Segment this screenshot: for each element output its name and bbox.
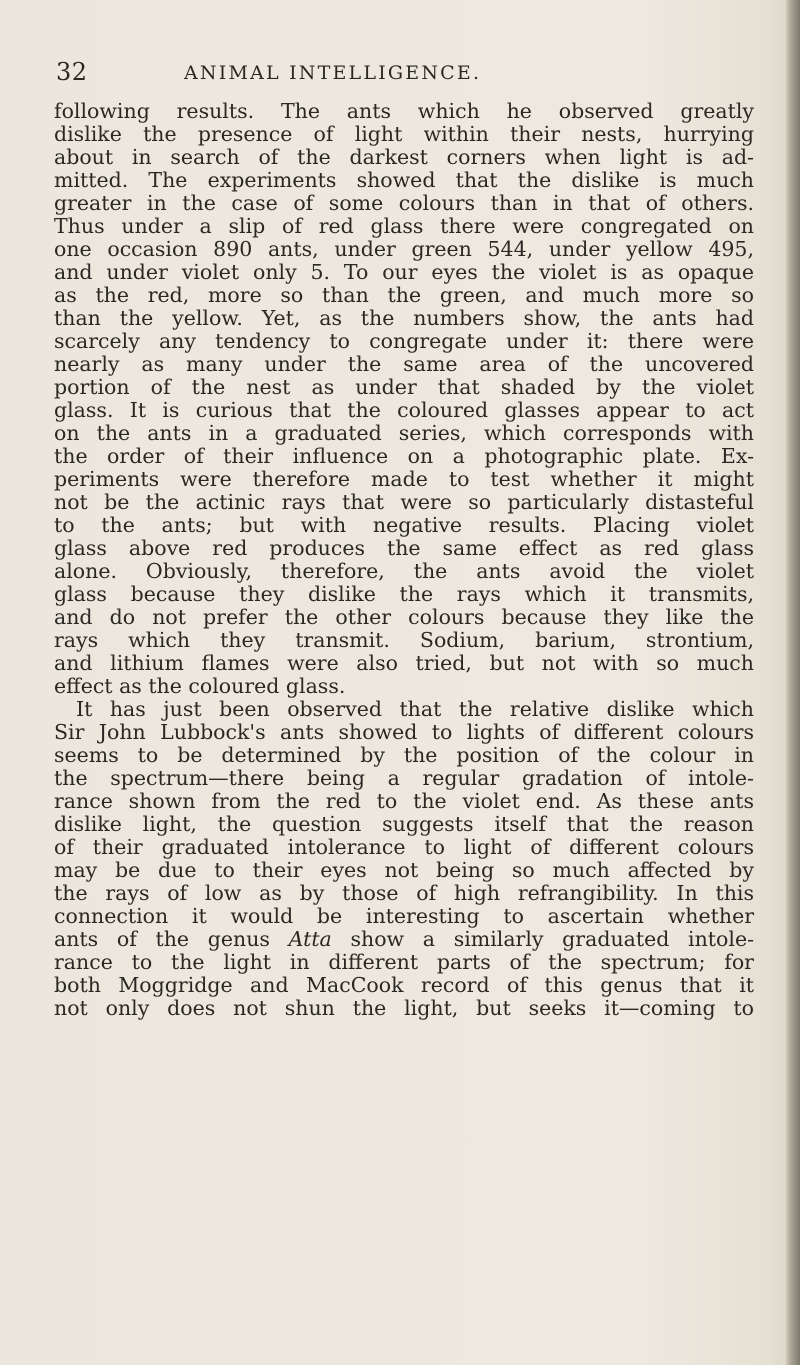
text-line: mitted. The experiments showed that the dislike is much (54, 168, 754, 192)
text-line: Thus under a slip of red glass there were congregated on (54, 214, 754, 238)
text-segment: ants of the genus (54, 927, 289, 951)
text-line: both Moggridge and MacCook record of this genus that it (54, 973, 754, 997)
text-line: the spectrum—there being a regular gradation of intole- (54, 766, 754, 790)
running-head: ANIMAL INTELLIGENCE. (184, 62, 482, 84)
text-line: and do not prefer the other colours because they like the (54, 605, 754, 629)
text-line: glass above red produces the same effect as red glass (54, 536, 754, 560)
text-line: glass. It is curious that the coloured glasses appear to act (54, 398, 754, 422)
text-line: may be due to their eyes not being so much affected by (54, 858, 754, 882)
text-line: connection it would be interesting to ascertain whether (54, 904, 754, 928)
text-line: not be the actinic rays that were so particularly distasteful (54, 490, 754, 514)
text-line: glass because they dislike the rays which it transmits, (54, 582, 754, 606)
text-line: and lithium flames were also tried, but not with so much (54, 651, 754, 675)
text-segment: show a similarly graduated intole- (331, 927, 755, 951)
text-line: dislike the presence of light within their nests, hurrying (54, 122, 754, 146)
text-line: and under violet only 5. To our eyes the violet is as opaque (54, 260, 754, 284)
text-line: as the red, more so than the green, and much more so (54, 283, 754, 307)
text-line: the order of their influence on a photographic plate. Ex- (54, 444, 754, 468)
text-line: of their graduated intolerance to light of different colours (54, 835, 754, 859)
page-header (56, 58, 756, 92)
text-line: seems to be determined by the position of the colour in (54, 743, 754, 767)
text-line: than the yellow. Yet, as the numbers show, the ants had (54, 306, 754, 330)
text-line: to the ants; but with negative results. Placing violet (54, 513, 754, 537)
text-line: periments were therefore made to test whether it might (54, 467, 754, 491)
text-line: Sir John Lubbock's ants showed to lights of different colours (54, 720, 754, 744)
text-line: not only does not shun the light, but seeks it—coming to (54, 996, 754, 1020)
text-line: about in search of the darkest corners when light is ad- (54, 145, 754, 169)
text-line: one occasion 890 ants, under green 544, under yellow 495, (54, 237, 754, 261)
text-line: rance shown from the red to the violet end. As these ants (54, 789, 754, 813)
text-line: portion of the nest as under that shaded by the violet (54, 375, 754, 399)
text-line: rance to the light in different parts of the spectrum; for (54, 950, 754, 974)
paragraph-start-line: It has just been observed that the relative dislike which (76, 697, 754, 721)
page-number: 32 (56, 58, 88, 86)
text-line: rays which they transmit. Sodium, barium, strontium, (54, 628, 754, 652)
text-line-with-italic (54, 928, 754, 951)
genus-name-italic: Atta (288, 927, 332, 951)
text-line: nearly as many under the same area of the uncovered (54, 352, 754, 376)
page-binding-shadow (786, 0, 800, 1365)
text-line: on the ants in a graduated series, which corresponds with (54, 421, 754, 445)
text-line: following results. The ants which he observed greatly (54, 99, 754, 123)
paragraph-end-line: effect as the coloured glass. (54, 674, 346, 698)
text-line: the rays of low as by those of high refrangibility. In this (54, 881, 754, 905)
text-line: alone. Obviously, therefore, the ants avoid the violet (54, 559, 754, 583)
text-line: greater in the case of some colours than in that of others. (54, 191, 754, 215)
text-line: dislike light, the question suggests itself that the reason (54, 812, 754, 836)
text-line: scarcely any tendency to congregate under it: there were (54, 329, 754, 353)
body-text (54, 100, 774, 1020)
